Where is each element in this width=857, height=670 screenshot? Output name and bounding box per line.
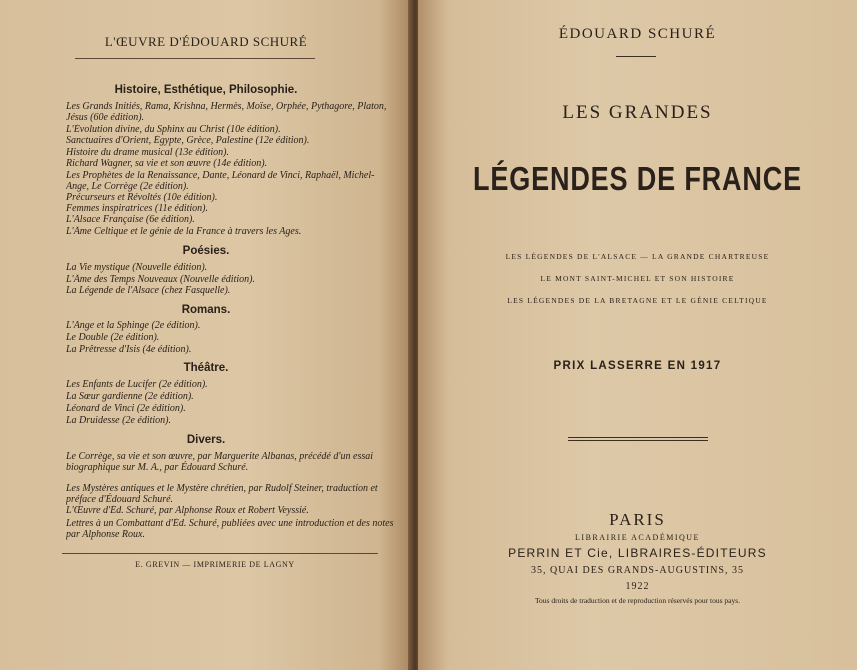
list-item: Femmes inspiratrices (11e édition). [66, 203, 209, 214]
list-item: Les Prophètes de la Renaissance, Dante, Léonard de Vinci, Raphaël, Michel-Ange, Le Corrège (2e édition). [66, 170, 375, 192]
list-item: La Vie mystique (Nouvelle édition). [66, 262, 208, 273]
list-item: Les Mystères antiques et le Mystère chrétien, par Rudolf Steiner, traduction et préface d'Édouard Schuré. [66, 483, 378, 505]
prize-line: PRIX LASSERRE EN 1917 [553, 360, 722, 372]
list-item: Le Corrège, sa vie et son œuvre, par Marguerite Albanas, précédé d'un essai biographique sur M. A., par Édouard Schuré. [66, 451, 374, 473]
title-line-2: LÉGENDES DE FRANCE [473, 160, 802, 197]
rights-notice: Tous droits de traduction et de reproduction réservés pour tous pays. [534, 596, 741, 605]
list-item: Le Double (2e édition). [66, 332, 160, 343]
list-item: Lettres à un Combattant d'Éd. Schuré, publiées avec une introduction et des notes par Alphonse Roux. [66, 518, 394, 540]
list-item: L'Évolution divine, du Sphinx au Christ (10e édition). [66, 124, 281, 135]
subtitle-line: LE MONT SAINT-MICHEL ET SON HISTOIRE [540, 274, 735, 283]
works-header: L'ŒUVRE D'ÉDOUARD SCHURÉ [104, 34, 308, 49]
publisher-address: 35, QUAI DES GRANDS-AUGUSTINS, 35 [530, 565, 744, 576]
footer-rule [62, 553, 378, 554]
double-rule [568, 437, 708, 441]
list-item: Léonard de Vinci (2e édition). [66, 403, 186, 414]
list-item: L'Âme des Temps Nouveaux (Nouvelle édition). [66, 274, 255, 285]
title-page [418, 0, 857, 670]
section-title: Romans. [181, 304, 231, 316]
publisher-name: PERRIN ET Cie, LIBRAIRES-ÉDITEURS [508, 546, 767, 560]
list-item: Histoire du drame musical (13e édition). [66, 147, 229, 158]
list-item: Richard Wagner, sa vie et son œuvre (14e édition). [66, 158, 268, 169]
subtitle-line: LES LÉGENDES DE L'ALSACE — LA GRANDE CHARTREUSE [505, 252, 770, 261]
list-item: L'Alsace Française (6e édition). [66, 214, 195, 225]
author-name: ÉDOUARD SCHURÉ [558, 26, 717, 42]
library-name: LIBRAIRIE ACADÉMIQUE [575, 533, 700, 542]
header-rule [75, 58, 315, 59]
list-item: L'Ange et la Sphinge (2e édition). [66, 320, 201, 331]
section-title: Divers. [186, 434, 226, 446]
section-title: Poésies. [182, 245, 230, 257]
printer-imprint: E. GREVIN — IMPRIMERIE DE LAGNY [135, 560, 295, 569]
list-item: L'Âme Celtique et le génie de la France à travers les Ages. [66, 226, 302, 237]
list-item: La Sœur gardienne (2e édition). [66, 391, 194, 402]
short-rule [616, 56, 656, 57]
list-item: La Légende de l'Alsace (chez Fasquelle). [66, 285, 231, 296]
title-line-1: LES GRANDES [562, 102, 713, 123]
left-page [0, 0, 412, 670]
list-item: L'Œuvre d'Éd. Schuré, par Alphonse Roux et Robert Veyssié. [66, 505, 309, 516]
subtitle-line: LES LÉGENDES DE LA BRETAGNE ET LE GÉNIE CELTIQUE [507, 296, 768, 305]
list-item: Précurseurs et Révoltés (10e édition). [66, 192, 218, 203]
section-title: Histoire, Esthétique, Philosophie. [114, 84, 298, 96]
section-title: Théâtre. [183, 362, 229, 374]
publication-city: PARIS [609, 510, 666, 529]
list-item: Les Enfants de Lucifer (2e édition). [66, 379, 208, 390]
list-item: La Prêtresse d'Isis (4e édition). [66, 344, 192, 355]
publication-year: 1922 [625, 581, 650, 592]
list-item: Les Grands Initiés, Rama, Krishna, Hermès, Moïse, Orphée, Pythagore, Platon, Jésus (60e édition). [66, 101, 387, 123]
list-item: La Druidesse (2e édition). [66, 415, 171, 426]
list-item: Sanctuaires d'Orient, Égypte, Grèce, Palestine (12e édition). [66, 135, 310, 146]
